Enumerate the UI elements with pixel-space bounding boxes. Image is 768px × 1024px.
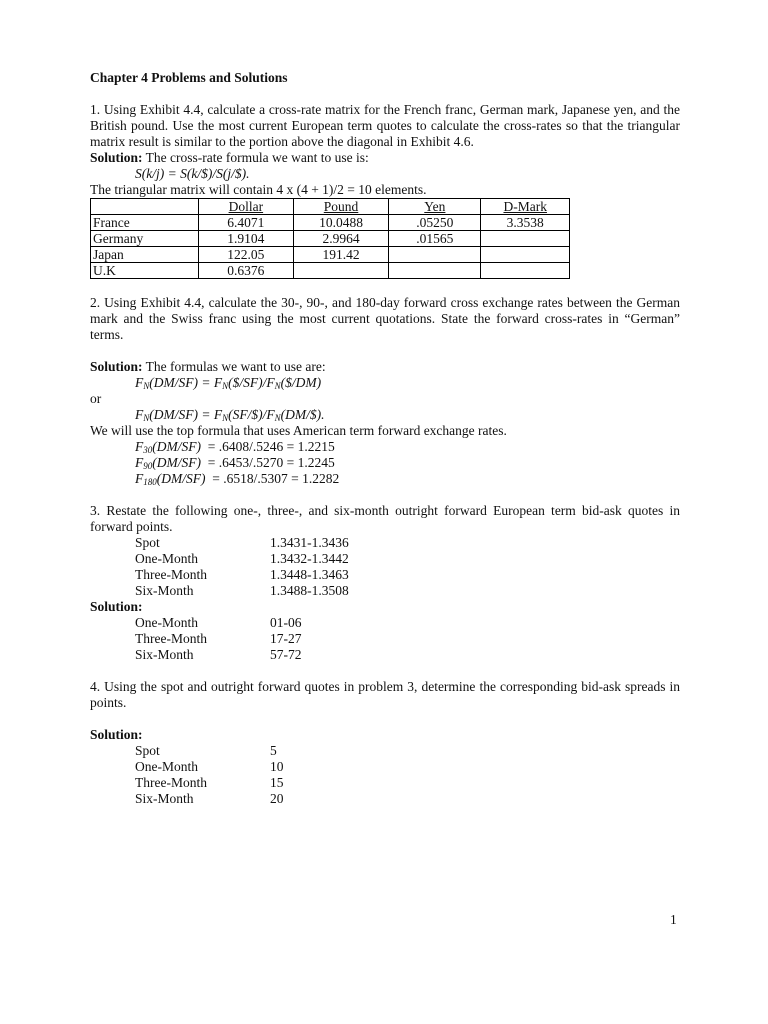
- table-cell: 1.9104: [198, 231, 293, 247]
- solution-label: Solution:: [90, 359, 143, 374]
- table-cell: 2.9964: [293, 231, 388, 247]
- problem-4-question: 4. Using the spot and outright forward quotes in problem 3, determine the corresponding bid-ask spreads in points.: [90, 679, 680, 710]
- table-cell: 0.6376: [198, 263, 293, 279]
- table-cell: [481, 231, 570, 247]
- table-cell: 191.42: [293, 247, 388, 263]
- table-cell: [389, 247, 481, 263]
- solution-label: Solution:: [90, 150, 143, 165]
- list-item: Three-Month 15: [135, 775, 284, 790]
- table-cell: [389, 263, 481, 279]
- list-item: Six-Month 57-72: [135, 647, 302, 662]
- problem-2-question: 2. Using Exhibit 4.4, calculate the 30-, 90-, and 180-day forward cross exchange rates between the German mark and the Swiss franc using the most current quotations. State the forward cross-rates in “German” terms.: [90, 295, 680, 342]
- list-item: Six-Month 1.3488-1.3508: [135, 583, 349, 598]
- page-title: Chapter 4 Problems and Solutions: [90, 70, 288, 85]
- table-cell: .01565: [389, 231, 481, 247]
- table-cell: [481, 263, 570, 279]
- table-cell: France: [91, 215, 199, 231]
- solution-label: Solution:: [90, 727, 143, 742]
- list-item: One-Month 1.3432-1.3442: [135, 551, 349, 566]
- list-item: One-Month 01-06: [135, 615, 302, 630]
- forward-formula-2: $F_N(DM/SF)$ = $F_N(SF/\$)/F_N(DM/\$)$.: [135, 407, 325, 423]
- table-cell: Japan: [91, 247, 199, 263]
- table-header-cell: D-Mark: [481, 199, 570, 215]
- table-row: [91, 231, 570, 247]
- table-cell: 122.05: [198, 247, 293, 263]
- list-item: Spot 1.3431-1.3436: [135, 535, 349, 550]
- table-cell: Germany: [91, 231, 199, 247]
- cross-rate-table: [90, 198, 570, 279]
- list-item: Three-Month 1.3448-1.3463: [135, 567, 349, 582]
- table-header-cell: [91, 199, 199, 215]
- table-header-cell: Yen: [389, 199, 481, 215]
- table-cell: [293, 263, 388, 279]
- table-cell: U.K: [91, 263, 199, 279]
- matrix-note: The triangular matrix will contain 4 x (4 + 1)/2 = 10 elements.: [90, 182, 427, 197]
- table-cell: [481, 247, 570, 263]
- table-header-row: [91, 199, 570, 215]
- problem-1-solution: [90, 150, 680, 166]
- solution-label: Solution:: [90, 599, 143, 614]
- table-row: [91, 263, 570, 279]
- page-number: 1: [670, 912, 677, 927]
- table-header-cell: Dollar: [198, 199, 293, 215]
- problem-2-solution: [90, 359, 680, 375]
- table-cell: 10.0488: [293, 215, 388, 231]
- problem-1-question: 1. Using Exhibit 4.4, calculate a cross-rate matrix for the French franc, German mark, Japanese yen, and the British pound. Use the most current European term quotes to calculate the cross-rates so that the triangular matrix result is similar to the portion above the diagonal in Exhibit 4.6.: [90, 102, 680, 149]
- table-row: [91, 215, 570, 231]
- list-item: One-Month 10: [135, 759, 284, 774]
- solution-text: The formulas we want to use are:: [142, 359, 326, 374]
- forward-formula-1: $F_N(DM/SF)$ = $F_N(\$/SF)/F_N(\$/DM)$: [135, 375, 322, 391]
- document-page: [90, 70, 680, 807]
- table-row: [91, 247, 570, 263]
- forward-calc-180: $F_{180}(DM/SF) = .6518/.5307 = 1.2282$: [135, 471, 340, 487]
- table-cell: 6.4071: [198, 215, 293, 231]
- or-text: or: [90, 391, 102, 406]
- list-item: Spot 5: [135, 743, 277, 758]
- forward-calc-90: $F_{90}(DM/SF) = .6453/.5270 = 1.2245$: [135, 455, 335, 471]
- forward-calc-30: $F_{30}(DM/SF) = .6408/.5246 = 1.2215$: [135, 439, 335, 455]
- cross-rate-formula: S(k/j) = S(k/$)/S(j/$).: [135, 166, 250, 181]
- table-cell: .05250: [389, 215, 481, 231]
- table-cell: 3.3538: [481, 215, 570, 231]
- solution-text: The cross-rate formula we want to use is:: [142, 150, 369, 165]
- table-header-cell: Pound: [293, 199, 388, 215]
- list-item: Six-Month 20: [135, 791, 284, 806]
- list-item: Three-Month 17-27: [135, 631, 302, 646]
- formula-note: We will use the top formula that uses American term forward exchange rates.: [90, 423, 507, 438]
- problem-3-question: 3. Restate the following one-, three-, and six-month outright forward European term bid-ask quotes in forward points.: [90, 503, 680, 534]
